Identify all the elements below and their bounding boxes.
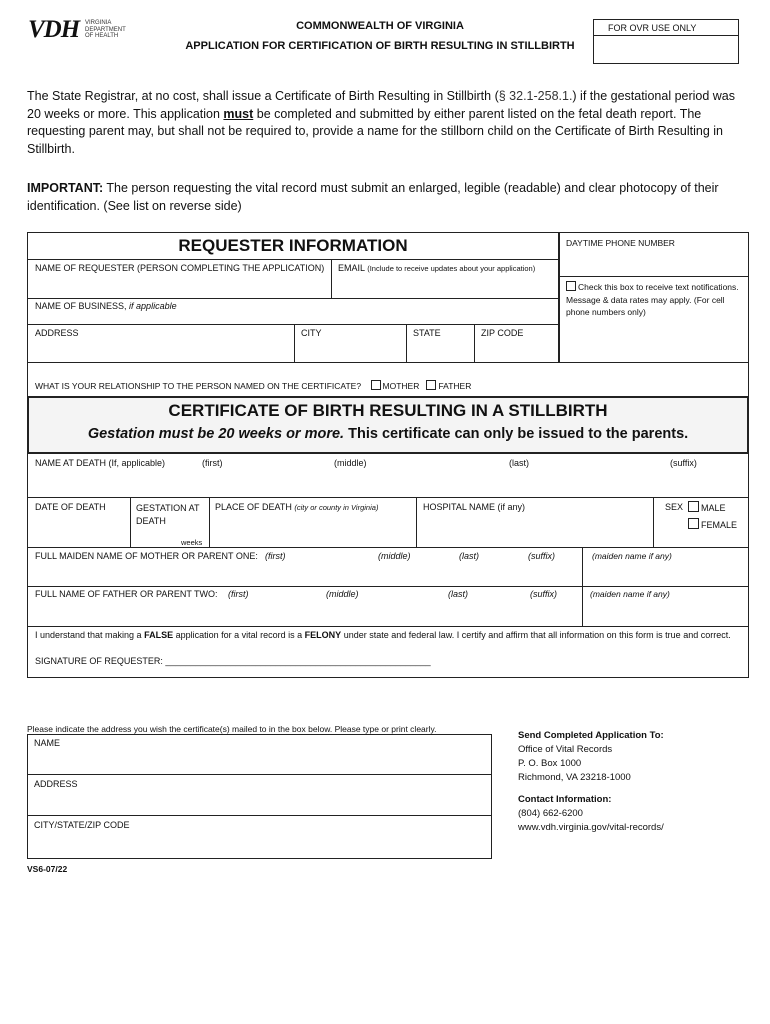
address-label: ADDRESS bbox=[35, 328, 79, 338]
state-field[interactable] bbox=[408, 340, 472, 360]
requester-name-label: NAME OF REQUESTER (PERSON COMPLETING THE APPLICATION) bbox=[35, 263, 325, 273]
father-checkbox[interactable] bbox=[426, 380, 436, 390]
state-label: STATE bbox=[413, 328, 441, 338]
city-label: CITY bbox=[301, 328, 322, 338]
signature-line[interactable]: SIGNATURE OF REQUESTER: _____________________________________________________ bbox=[35, 656, 431, 666]
send-line2: P. O. Box 1000 bbox=[518, 758, 582, 769]
certificate-subtitle: Gestation must be 20 weeks or more. This certificate can only be issued to the parents. bbox=[87, 426, 689, 442]
send-to bbox=[518, 729, 664, 835]
mother-checkbox[interactable] bbox=[371, 380, 381, 390]
contact-web[interactable]: www.vdh.virginia.gov/vital-records/ bbox=[518, 822, 664, 833]
requester-title: REQUESTER INFORMATION bbox=[178, 236, 408, 255]
send-title: Send Completed Application To: bbox=[518, 730, 664, 741]
relationship-question: WHAT IS YOUR RELATIONSHIP TO THE PERSON NAMED ON THE CERTIFICATE? MOTHER FATHER bbox=[35, 381, 472, 391]
zip-field[interactable] bbox=[476, 340, 556, 360]
father-name-label: FULL NAME OF FATHER OR PARENT TWO: bbox=[35, 589, 218, 599]
contact-phone: (804) 662-6200 bbox=[518, 808, 583, 819]
send-line1: Office of Vital Records bbox=[518, 744, 613, 755]
mother-label: MOTHER bbox=[382, 381, 420, 391]
text-notify-checkbox[interactable] bbox=[566, 281, 576, 291]
email-field[interactable] bbox=[334, 276, 556, 296]
business-field[interactable] bbox=[30, 312, 556, 324]
requester-name-field[interactable] bbox=[30, 276, 328, 296]
name-at-death-field[interactable] bbox=[30, 472, 746, 496]
zip-label: ZIP CODE bbox=[481, 328, 524, 338]
gestation-label: GESTATION AT DEATH bbox=[136, 503, 200, 526]
intro-paragraph: The State Registrar, at no cost, shall issue a Certificate of Birth Resulting in Stillbirth (§ 32.1-258.1.) if the gestational period was 20 weeks or more. This application must be completed and submitted by either parent listed on the fetal death report. The requesting parent may, but shall not be required to, provide a name for the stillborn child on the Certificate of Birth Resulting in Stillbirth. bbox=[27, 89, 736, 156]
mother-name-label: FULL MAIDEN NAME OF MOTHER OR PARENT ONE: bbox=[35, 551, 258, 561]
father-maiden-field[interactable] bbox=[586, 602, 746, 624]
male-checkbox[interactable] bbox=[688, 501, 699, 512]
mail-name-label: NAME bbox=[34, 738, 61, 748]
mail-name-field[interactable] bbox=[30, 752, 488, 772]
mother-name-field[interactable] bbox=[30, 564, 578, 584]
logo-sub-1: VIRGINIA bbox=[85, 20, 112, 26]
father-name-field[interactable] bbox=[30, 602, 578, 624]
contact-title: Contact Information: bbox=[518, 794, 612, 805]
vdh-logo bbox=[28, 18, 128, 44]
declaration: I understand that making a FALSE application for a vital record is a FELONY under state and federal law. I certify and affirm that all information on this form is true and correct. bbox=[35, 630, 731, 640]
mailing-instruction: Please indicate the address you wish the certificate(s) mailed to in the box below. Please type or print clearly. bbox=[27, 724, 437, 734]
weeks-label: weeks bbox=[181, 538, 203, 547]
male-label: MALE bbox=[701, 503, 726, 513]
mail-address-field[interactable] bbox=[30, 792, 488, 812]
email-label: EMAIL (Include to receive updates about your application) bbox=[338, 263, 536, 273]
statute-link[interactable]: § 32.1-258.1. bbox=[498, 89, 573, 103]
mail-csz-field[interactable] bbox=[30, 834, 488, 856]
female-checkbox[interactable] bbox=[688, 518, 699, 529]
header-line1: COMMONWEALTH OF VIRGINIA bbox=[296, 20, 464, 32]
logo-sub-2: DEPARTMENT bbox=[85, 26, 126, 33]
send-line3: Richmond, VA 23218-1000 bbox=[518, 772, 631, 783]
ovr-label: FOR OVR USE ONLY bbox=[594, 20, 738, 36]
text-notify-label: Check this box to receive text notifications. Message & data rates may apply. (For cell phone numbers only) bbox=[566, 282, 739, 317]
place-of-death-label: PLACE OF DEATH (city or county in Virginia) bbox=[215, 502, 379, 512]
certificate-title: CERTIFICATE OF BIRTH RESULTING IN A STILLBIRTH bbox=[168, 401, 608, 420]
form-code: VS6-07/22 bbox=[27, 864, 68, 874]
father-label: FATHER bbox=[438, 381, 472, 391]
ovr-use-box bbox=[593, 19, 739, 64]
business-label: NAME OF BUSINESS, if applicable bbox=[35, 301, 177, 311]
name-at-death-label: NAME AT DEATH (If, applicable) bbox=[35, 458, 166, 468]
female-label: FEMALE bbox=[701, 520, 738, 530]
mail-csz-label: CITY/STATE/ZIP CODE bbox=[34, 820, 130, 830]
important-paragraph: IMPORTANT: The person requesting the vital record must submit an enlarged, legible (readable) and clear photocopy of their identification. (See list on reverse side) bbox=[27, 181, 719, 213]
sex-label: SEX bbox=[665, 502, 684, 512]
hospital-label: HOSPITAL NAME (if any) bbox=[423, 502, 526, 512]
phone-label: DAYTIME PHONE NUMBER bbox=[566, 238, 675, 248]
text-notify bbox=[566, 281, 744, 319]
date-of-death-label: DATE OF DEATH bbox=[35, 502, 106, 512]
phone-field[interactable] bbox=[564, 252, 744, 276]
city-field[interactable] bbox=[296, 340, 404, 360]
logo-text: VDH bbox=[28, 16, 80, 43]
address-field[interactable] bbox=[30, 340, 292, 360]
mail-address-label: ADDRESS bbox=[34, 779, 78, 789]
mother-maiden-field[interactable] bbox=[586, 564, 746, 584]
header-line2: APPLICATION FOR CERTIFICATION OF BIRTH RESULTING IN STILLBIRTH bbox=[185, 40, 575, 52]
logo-sub-3: OF HEALTH bbox=[85, 33, 119, 39]
